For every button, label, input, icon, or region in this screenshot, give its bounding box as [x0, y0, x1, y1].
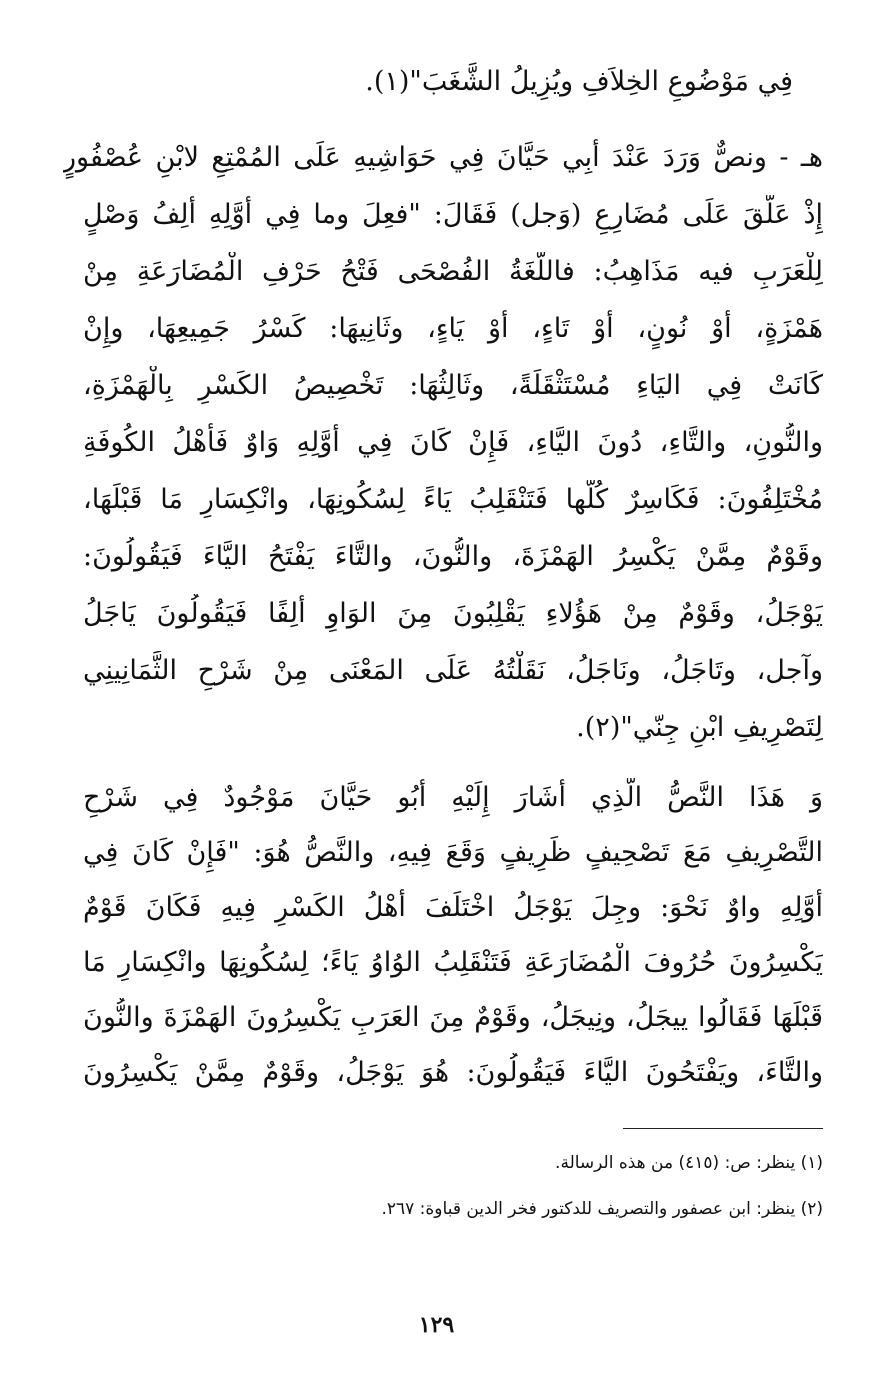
text-line: وآجل، وتَاجَلُ، ونَاجَلُ، نَقَلْتُهُ عَلَى المَعْنَى مِنْ شَرْحِ الثَّمَانِينِي [83, 655, 823, 686]
text-line: يَوْجَلُ، وقَوْمٌ مِنْ هَؤُلاءِ يَقْلِبُونَ مِنَ الوَاوِ أَلِفًا فَيَقُولُونَ يَاجَلُ [83, 598, 823, 629]
page-number: ١٢٩ [418, 1312, 455, 1338]
text-line: فِي مَوْضُوعِ الخِلاَفِ ويُزِيلُ الشَّغَبَ"(١). [365, 66, 793, 97]
text-line: قَبْلَهَا فَقَالُوا ييجَلُ، ونِيجَلُ، وقَوْمٌ مِنَ العَرَبِ يَكْسِرُونَ الهَمْزَةَ والنُّونَ [83, 1002, 823, 1033]
text-line: كَانَتْ فِي اليَاءِ مُسْتَثْقَلَةً، وثَالِثُهَا: تَخْصِيصُ الكَسْرِ بِالْهَمْزَةِ، [83, 370, 823, 401]
text-line: لِلْعَرَبِ فيه مَذَاهِبُ: فاللُّغَةُ الفُصْحَى فَتْحُ حَرْفِ الْمُضَارَعَةِ مِنْ [83, 256, 823, 287]
text-line: والتَّاءَ، ويَفْتَحُونَ اليَّاءَ فَيَقُولُونَ: هُوَ يَوْجَلُ، وقَوْمٌ مِمَّنْ يَكْسِرُونَ [83, 1057, 823, 1088]
text-line: لِتَصْرِيفِ ابْنِ جِنّي"(٢). [576, 712, 823, 743]
text-line: وقَوْمٌ مِمَّنْ يَكْسِرُ الهَمْزَةَ، والنُّونَ، والتَّاءَ يَفْتَحُ اليَّاءَ فَيَقُولُونَ: [83, 541, 823, 572]
text-line: مُخْتَلِفُونَ: فَكَاسِرٌ كُلُّها فَتَنْقَلِبُ يَاءً لِسُكُونِهَا، وانْكِسَارِ مَا قَبْلَهَا، [83, 484, 823, 515]
text-line: التَّصْرِيفِ مَعَ تَصْحِيفٍ ظَرِيفٍ وَقَعَ فِيهِ، والنَّصُّ هُوَ: "فَإِنْ كَانَ فِي [83, 837, 823, 868]
footnote: (٢) ينظر: ابن عصفور والتصريف للدكتور فخر الدين قباوة: ٢٦٧. [381, 1199, 823, 1219]
text-line: يَكْسِرُونَ حُرُوفَ الْمُضَارَعَةِ فَتَنْقَلِبُ الوُاوُ يَاءً؛ لِسُكُونِهَا وانْكِسَارِ مَا [83, 947, 823, 978]
text-line: وَ هَذَا النَّصُّ الَّذِي أَشَارَ إِلَيْهِ أَبُو حَيَّانَ مَوْجُودٌ فِي شَرْحِ [83, 782, 823, 813]
text-line: هَمْزَةٍ، أَوْ نُونٍ، أَوْ تَاءٍ، أَوْ يَاءٍ، وثَانِيهَا: كَسْرُ جَمِيعِهَا، وإِنْ [83, 313, 823, 344]
text-line: أُوَّلِهِ واوٌ نَحْوَ: وجِلَ يَوْجَلُ اخْتَلَفَ أَهْلُ الكَسْرِ فِيهِ فَكَانَ قَوْمٌ [83, 892, 823, 923]
footnote-separator [623, 1128, 823, 1129]
text-line: والنُّونِ، والتَّاءِ، دُونَ اليَّاءِ، فَإِنْ كَانَ فِي أَوَّلِهِ وَاوٌ فَأَهْلُ الكُوفَةِ [83, 427, 823, 458]
text-line: هـ - ونصٌّ وَرَدَ عَنْدَ أَبِي حَيَّانَ فِي حَوَاشِيهِ عَلَى المُمْتِعِ لابْنِ عُصْفُورٍ [63, 142, 823, 173]
footnote: (١) ينظر: ص: (٤١٥) من هذه الرسالة. [555, 1153, 823, 1173]
text-line: إِذْ عَلَّقَ عَلَى مُضَارِعِ (وَجل) فَقَالَ: "فعِلَ وما فِي أوَّلِهِ أَلِفُ وَصْلٍ [83, 199, 823, 230]
